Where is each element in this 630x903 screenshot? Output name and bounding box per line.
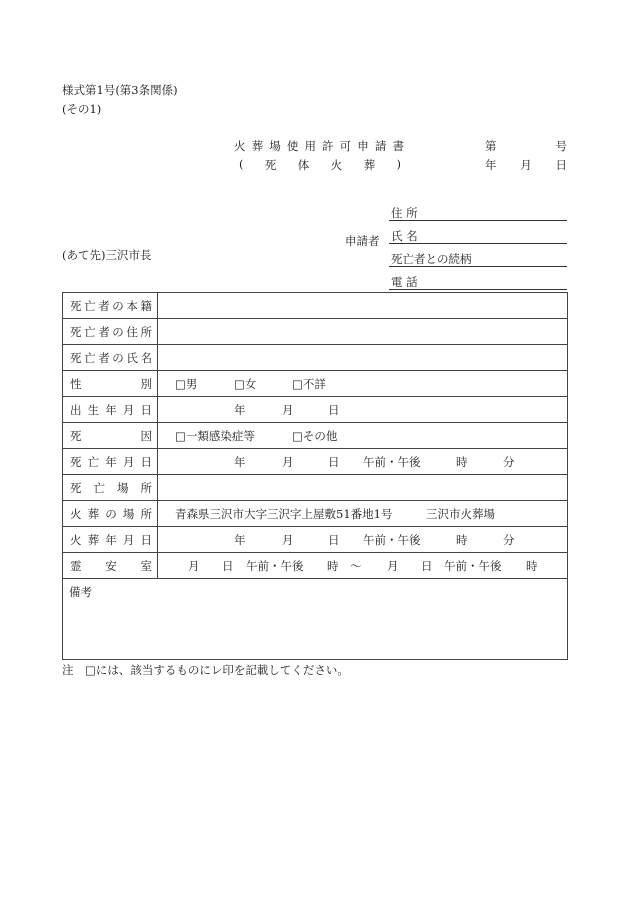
subtitle-char: 葬 xyxy=(363,158,376,172)
row-label xyxy=(63,319,158,345)
application-form-table xyxy=(62,292,568,660)
applicant-relation-line[interactable] xyxy=(389,266,567,267)
label-char: 所 xyxy=(140,324,152,339)
cause-field xyxy=(158,423,568,449)
cremation-date-field[interactable] xyxy=(158,527,568,553)
hour-label: 時 xyxy=(456,532,468,547)
label-char: の xyxy=(112,324,124,339)
sex-male-checkbox[interactable]: □男 xyxy=(175,376,198,391)
day-label: 日 xyxy=(421,558,433,573)
deceased-name-field[interactable] xyxy=(158,345,568,371)
subtitle-char: 火 xyxy=(330,158,343,172)
label-char: 者 xyxy=(98,324,110,339)
applicant-address-line[interactable] xyxy=(389,220,567,221)
applicant-phone-label: 電 話 xyxy=(391,275,418,289)
row-label xyxy=(63,501,158,527)
applicant-name-label: 氏 名 xyxy=(391,229,418,243)
label-char: 籍 xyxy=(140,298,152,313)
day-label: 日 xyxy=(328,402,340,417)
label-char: 名 xyxy=(140,350,152,365)
honseki-field[interactable] xyxy=(158,293,568,319)
label-char: 使 xyxy=(286,139,299,153)
mortuary-field[interactable] xyxy=(158,553,568,579)
hour-label: 時 xyxy=(456,454,468,469)
subtitle-close: ) xyxy=(396,157,401,171)
label-char: 火 xyxy=(70,506,82,521)
form-number: 様式第1号(第3条関係) xyxy=(62,83,178,97)
remarks-field[interactable] xyxy=(63,579,568,660)
table-row xyxy=(63,397,568,423)
hour-label: 時 xyxy=(526,558,538,573)
document-title xyxy=(234,138,404,154)
label-char: 死 xyxy=(70,324,82,339)
label-char: 用 xyxy=(304,139,316,153)
month-label: 月 xyxy=(387,558,399,573)
ampm-label: 午前・午後 xyxy=(363,454,421,469)
row-label xyxy=(63,293,158,319)
label-char: 出 xyxy=(70,402,82,417)
label-char: 死 xyxy=(70,454,82,469)
label-char: 亡 xyxy=(84,350,96,365)
label-char: 者 xyxy=(98,298,110,313)
minute-label: 分 xyxy=(503,454,515,469)
applicant-label: 申請者 xyxy=(345,234,380,248)
form-sub-number: (その1) xyxy=(62,102,102,116)
number-suffix: 号 xyxy=(555,139,567,153)
label-char: 所 xyxy=(140,480,152,495)
month-label: 月 xyxy=(188,558,200,573)
label-char: 室 xyxy=(140,558,152,573)
birth-date-field[interactable] xyxy=(158,397,568,423)
cremation-address: 青森県三沢市大字三沢字上屋敷51番地1号 xyxy=(175,506,393,521)
label-char: 亡 xyxy=(84,298,96,313)
label-char: の xyxy=(105,506,117,521)
row-label xyxy=(63,475,158,501)
subtitle-open: ( xyxy=(239,157,244,171)
table-row xyxy=(63,579,568,660)
label-char: 亡 xyxy=(84,324,96,339)
label-char: 申 xyxy=(357,139,369,153)
label-char: 生 xyxy=(87,402,100,417)
minute-label: 分 xyxy=(503,532,515,547)
month-label: 月 xyxy=(282,402,294,417)
label-char: 所 xyxy=(140,506,152,521)
remarks-label: 備考 xyxy=(69,585,92,599)
label-char: 死 xyxy=(70,480,82,495)
label-char: 月 xyxy=(122,454,135,469)
footer-note: 注 □には、該当するものにレ印を記載してください。 xyxy=(62,663,349,677)
table-row xyxy=(63,475,568,501)
table-row xyxy=(63,423,568,449)
label-char: 年 xyxy=(105,402,117,417)
label-char: 場 xyxy=(269,139,281,153)
number-prefix: 第 xyxy=(485,139,497,153)
label-char: 日 xyxy=(140,532,152,547)
row-label xyxy=(63,371,158,397)
applicant-address-label: 住 所 xyxy=(391,206,418,220)
tilde: ～ xyxy=(350,558,362,573)
cause-infectious-checkbox[interactable]: □一類感染症等 xyxy=(175,428,255,443)
deceased-address-field[interactable] xyxy=(158,319,568,345)
death-place-field[interactable] xyxy=(158,475,568,501)
table-row xyxy=(63,449,568,475)
subtitle-char: 体 xyxy=(297,158,310,172)
cremation-place-field xyxy=(158,501,568,527)
label-char: 日 xyxy=(140,454,152,469)
label-char: 年 xyxy=(105,454,117,469)
table-row xyxy=(63,319,568,345)
subtitle-char: 死 xyxy=(264,158,277,172)
label-char: 因 xyxy=(140,428,152,443)
ampm-label: 午前・午後 xyxy=(444,558,502,573)
hour-label: 時 xyxy=(327,558,339,573)
label-char: 場 xyxy=(122,506,135,521)
label-char: 亡 xyxy=(93,480,105,495)
cause-other-checkbox[interactable]: □その他 xyxy=(292,428,338,443)
label-char: 場 xyxy=(117,480,129,495)
date-year: 年 xyxy=(485,158,497,172)
label-char: 年 xyxy=(105,532,117,547)
row-label xyxy=(63,423,158,449)
label-char: 亡 xyxy=(87,454,100,469)
date-day: 日 xyxy=(555,158,567,172)
table-row xyxy=(63,501,568,527)
label-char: 者 xyxy=(98,350,110,365)
label-char: 霊 xyxy=(70,558,82,573)
label-char: 死 xyxy=(70,298,82,313)
table-row xyxy=(63,553,568,579)
label-char: 日 xyxy=(140,402,152,417)
label-char: 安 xyxy=(105,558,117,573)
sex-unknown-checkbox[interactable]: □不詳 xyxy=(292,376,326,391)
label-char: の xyxy=(112,350,124,365)
year-label: 年 xyxy=(234,454,246,469)
day-label: 日 xyxy=(222,558,234,573)
document-date xyxy=(485,157,567,173)
applicant-phone-line[interactable] xyxy=(389,289,567,290)
row-label xyxy=(63,345,158,371)
day-label: 日 xyxy=(328,454,340,469)
label-char: 住 xyxy=(126,324,138,339)
label-char: 書 xyxy=(392,139,404,153)
label-char: の xyxy=(112,298,124,313)
month-label: 月 xyxy=(282,454,294,469)
label-char: 許 xyxy=(322,139,334,153)
label-char: 請 xyxy=(374,139,387,153)
table-row xyxy=(63,345,568,371)
label-char: 性 xyxy=(70,376,82,391)
label-char: 月 xyxy=(122,532,135,547)
day-label: 日 xyxy=(328,532,340,547)
label-char: 月 xyxy=(122,402,135,417)
table-row xyxy=(63,371,568,397)
ampm-label: 午前・午後 xyxy=(363,532,421,547)
sex-female-checkbox[interactable]: □女 xyxy=(234,376,257,391)
year-label: 年 xyxy=(234,402,246,417)
date-month: 月 xyxy=(520,158,532,172)
label-char: 氏 xyxy=(126,350,138,365)
year-label: 年 xyxy=(234,532,246,547)
label-char: 本 xyxy=(126,298,138,313)
month-label: 月 xyxy=(282,532,294,547)
document-number xyxy=(485,138,567,154)
label-char: 葬 xyxy=(87,532,100,547)
row-label xyxy=(63,553,158,579)
label-char: 火 xyxy=(70,532,82,547)
applicant-name-line[interactable] xyxy=(389,243,567,244)
row-label xyxy=(63,397,158,423)
death-date-field[interactable] xyxy=(158,449,568,475)
row-label xyxy=(63,527,158,553)
label-char: 可 xyxy=(339,139,352,153)
label-char: 別 xyxy=(140,376,152,391)
label-char: 葬 xyxy=(251,139,264,153)
table-row xyxy=(63,293,568,319)
label-char: 火 xyxy=(234,139,246,153)
label-char: 葬 xyxy=(87,506,100,521)
applicant-relation-label: 死亡者との続柄 xyxy=(391,252,472,266)
addressee: (あて先)三沢市長 xyxy=(62,248,152,262)
sex-field xyxy=(158,371,568,397)
label-char: 死 xyxy=(70,428,82,443)
document-subtitle xyxy=(239,157,401,173)
row-label xyxy=(63,449,158,475)
label-char: 死 xyxy=(70,350,82,365)
cremation-facility-name: 三沢市火葬場 xyxy=(426,506,495,521)
table-row xyxy=(63,527,568,553)
ampm-label: 午前・午後 xyxy=(246,558,304,573)
